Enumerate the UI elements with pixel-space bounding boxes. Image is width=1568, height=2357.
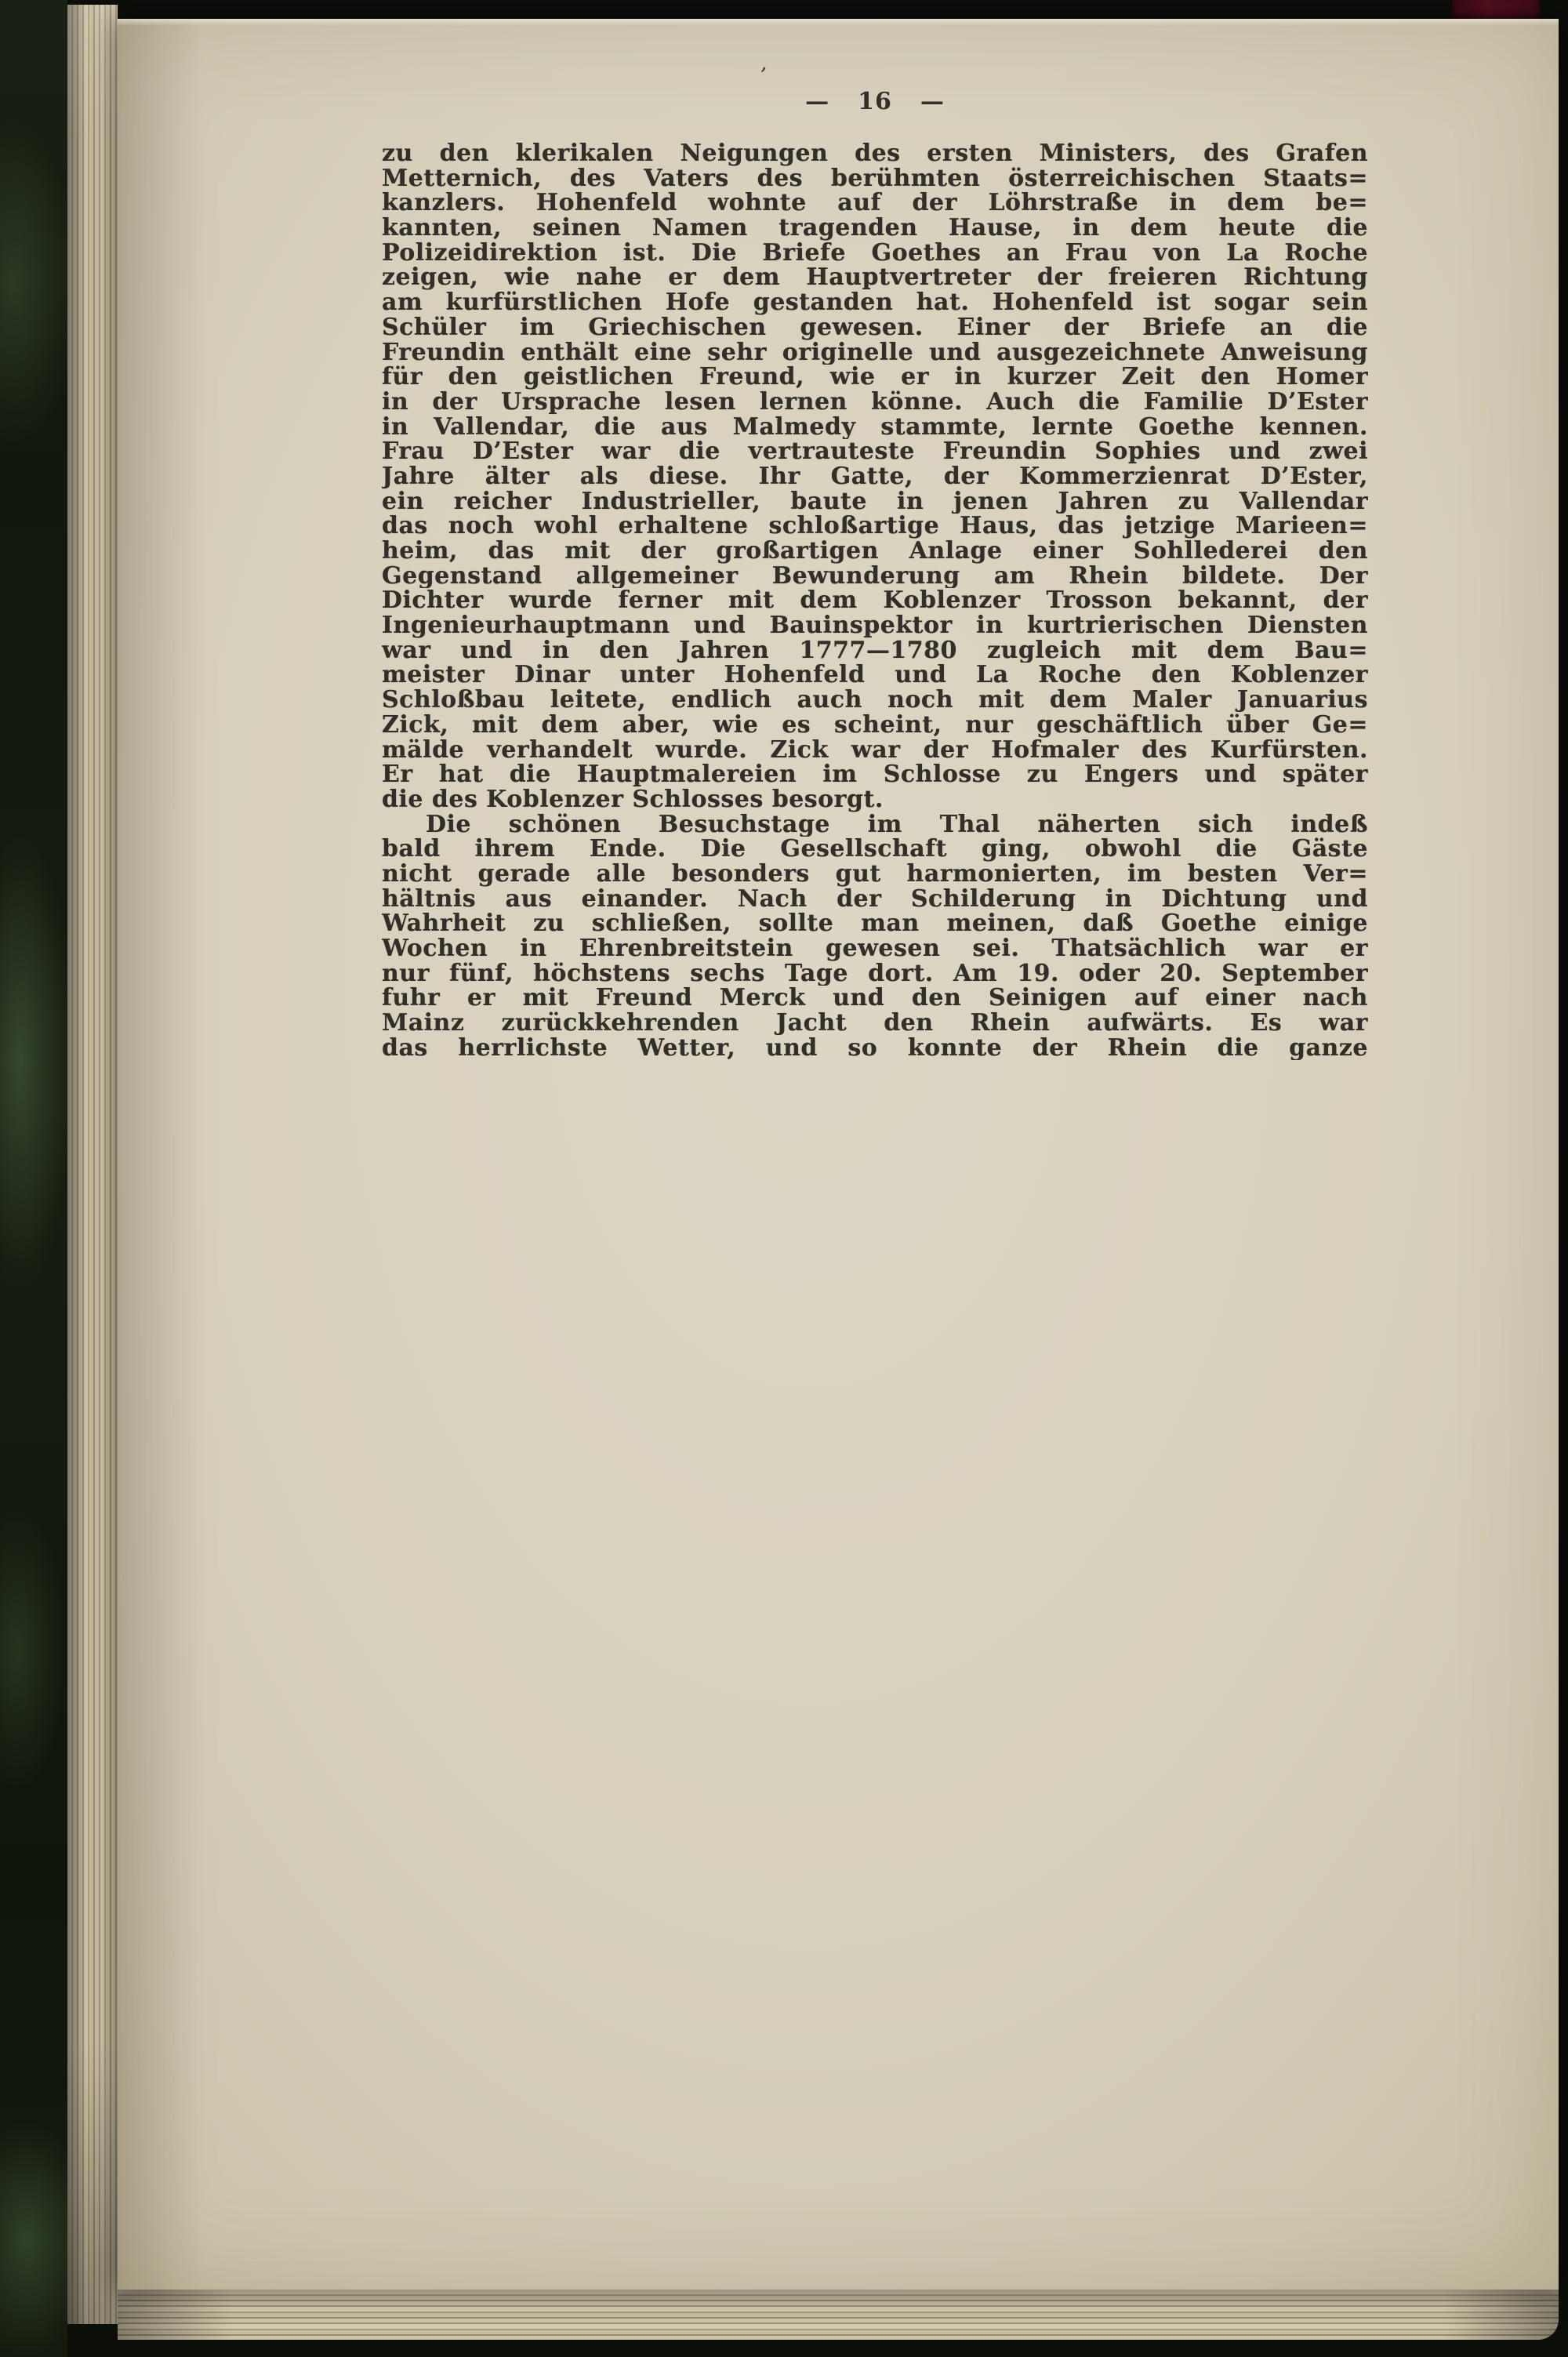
text-line: Er hat die Hauptmalereien im Schlosse zu Engers und später (382, 762, 1368, 787)
text-line: Metternich, des Vaters des berühmten österreichischen Staats= (382, 165, 1368, 191)
text-line: das herrlichste Wetter, und so konnte der Rhein die ganze (382, 1035, 1368, 1061)
text-line: in der Ursprache lesen lernen könne. Auch die Familie D’Ester (382, 389, 1368, 415)
text-line: fuhr er mit Freund Merck und den Seinigen auf einer nach (382, 986, 1368, 1011)
text-line: in Vallendar, die aus Malmedy stammte, lernte Goethe kennen. (382, 414, 1368, 440)
text-line: mälde verhandelt wurde. Zick war der Hofmaler des Kurfürsten. (382, 737, 1368, 763)
text-block (382, 141, 1368, 1060)
text-line: zu den klerikalen Neigungen des ersten Ministers, des Grafen (382, 141, 1368, 166)
text-line: meister Dinar unter Hohenfeld und La Roche den Koblenzer (382, 663, 1368, 688)
page-number-dash-left: — (805, 88, 830, 115)
text-line: Freundin enthält eine sehr originelle und ausgezeichnete Anweisung (382, 340, 1368, 365)
page-edges-bottom (118, 2290, 1559, 2340)
text-line: nicht gerade alle besonders gut harmonierten, im besten Ver= (382, 861, 1368, 887)
text-line: kanzlers. Hohenfeld wohnte auf der Löhrstraße in dem be= (382, 191, 1368, 216)
text-line: heim, das mit der großartigen Anlage einer Sohllederei den (382, 539, 1368, 564)
text-line: Schüler im Griechischen gewesen. Einer der Briefe an die (382, 314, 1368, 340)
ink-speck: ʼ (756, 62, 768, 89)
text-line: Wahrheit zu schließen, sollte man meinen, daß Goethe einige (382, 911, 1368, 936)
text-line: Gegenstand allgemeiner Bewunderung am Rhein bildete. Der (382, 563, 1368, 589)
text-line: für den geistlichen Freund, wie er in kurzer Zeit den Homer (382, 365, 1368, 390)
text-line: Wochen in Ehrenbreitstein gewesen sei. Thatsächlich war er (382, 936, 1368, 961)
text-line: Die schönen Besuchstage im Thal näherten sich indeß (426, 812, 1368, 837)
text-line: das noch wohl erhaltene schloßartige Haus, das jetzige Marieen= (382, 514, 1368, 539)
text-line: Polizeidirektion ist. Die Briefe Goethes an Frau von La Roche (382, 240, 1368, 266)
page-number (382, 88, 1368, 115)
text-line: zeigen, wie nahe er dem Hauptvertreter der freieren Richtung (382, 265, 1368, 291)
text-line: nur fünf, höchstens sechs Tage dort. Am 19. oder 20. September (382, 961, 1368, 986)
text-line: war und in den Jahren 1777—1780 zugleich mit dem Bau= (382, 637, 1368, 663)
text-line: hältnis aus einander. Nach der Schilderung in Dichtung und (382, 886, 1368, 912)
text-line: Frau D’Ester war die vertrauteste Freundin Sophies und zwei (382, 439, 1368, 464)
book-cover-marble (0, 0, 67, 2357)
text-line: Zick, mit dem aber, wie es scheint, nur geschäftlich über Ge= (382, 712, 1368, 738)
page-number-value: 16 (858, 88, 892, 115)
text-line: Dichter wurde ferner mit dem Koblenzer Trosson bekannt, der (382, 588, 1368, 614)
text-line: bald ihrem Ende. Die Gesellschaft ging, obwohl die Gäste (382, 837, 1368, 862)
text-line: Schloßbau leitete, endlich auch noch mit dem Maler Januarius (382, 688, 1368, 713)
text-line: Jahre älter als diese. Ihr Gatte, der Kommerzienrat D’Ester, (382, 463, 1368, 489)
text-line: ein reicher Industrieller, baute in jenen Jahren zu Vallendar (382, 488, 1368, 514)
text-line: kannten, seinen Namen tragenden Hause, in dem heute die (382, 216, 1368, 241)
page-number-dash-right: — (920, 88, 945, 115)
text-line: am kurfürstlichen Hofe gestanden hat. Hohenfeld ist sogar sein (382, 290, 1368, 315)
cover-red-mark (1452, 0, 1540, 20)
text-line: Mainz zurückkehrenden Jacht den Rhein aufwärts. Es war (382, 1011, 1368, 1036)
text-line: Ingenieurhauptmann und Bauinspektor in kurtrierischen Diensten (382, 613, 1368, 638)
page-edges-left (67, 5, 118, 2324)
book-page (118, 19, 1559, 2290)
text-line: die des Koblenzer Schlosses besorgt. (382, 786, 884, 812)
